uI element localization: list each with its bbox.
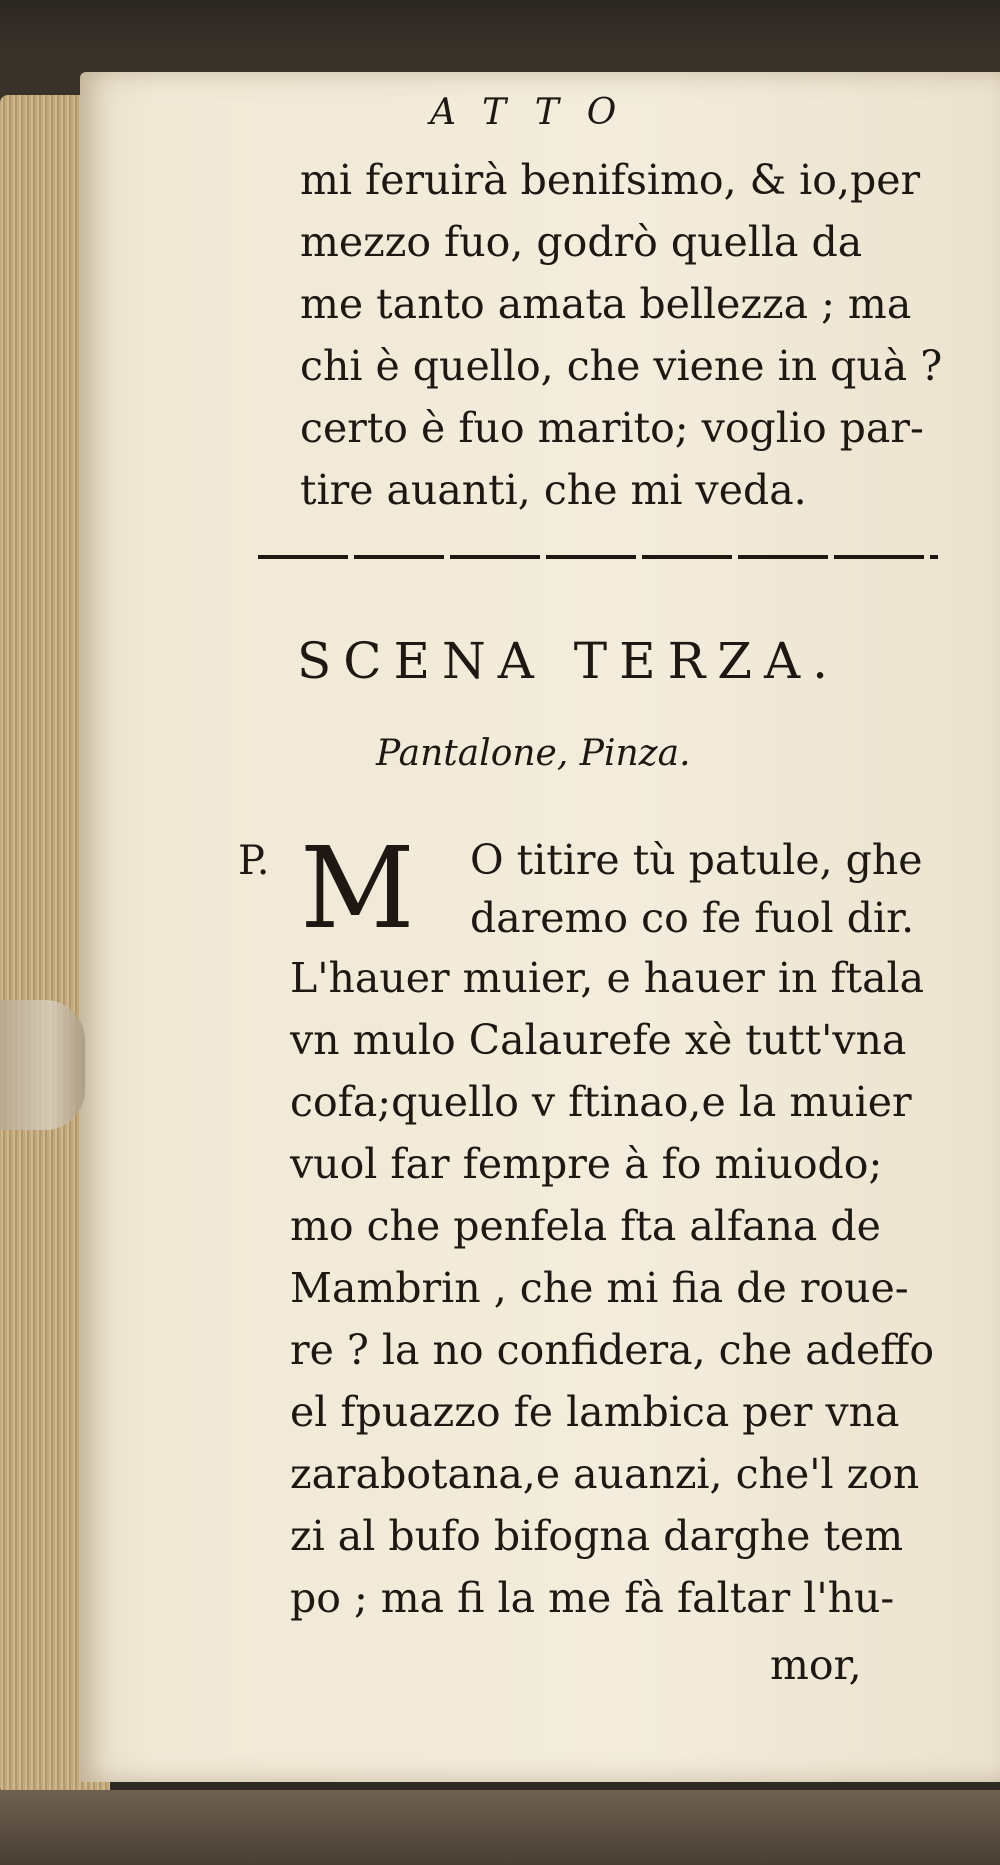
text-line: tire auanti, che mi veda. (300, 466, 807, 514)
catchword: mor, (770, 1641, 862, 1689)
book-clasp (0, 1000, 85, 1130)
scan-bottom-band (0, 1790, 1000, 1865)
text-line: mezzo fuo, godrò quella da (300, 218, 863, 266)
text-line: mi feruirà benifsimo, & io,per (300, 156, 921, 204)
text-line: chi è quello, che viene in quà ? (300, 342, 943, 390)
text-line: vuol far fempre à fo miuodo; (290, 1140, 883, 1188)
text-line: re ? la no confidera, che adeffo (290, 1326, 935, 1374)
speaker-tag: P. (238, 838, 270, 884)
scene-speakers: Pantalone, Pinza. (376, 733, 691, 774)
text-line: Mambrin , che mi fia de roue- (290, 1264, 909, 1312)
text-line: O titire tù patule, ghe (470, 836, 923, 884)
ornamental-rule (258, 555, 938, 559)
text-line: el fpuazzo fe lambica per vna (290, 1388, 900, 1436)
scene-title: SCENA TERZA. (297, 632, 840, 690)
text-line: mo che penfela fta alfana de (290, 1202, 881, 1250)
text-line: zarabotana,e auanzi, che'l zon (290, 1450, 920, 1498)
running-head: ATTO (430, 92, 645, 133)
text-line: vn mulo Calaurefe xè tutt'vna (290, 1016, 907, 1064)
drop-cap: M (300, 824, 415, 954)
text-line: zi al bufo bifogna darghe tem (290, 1512, 904, 1560)
text-line: cofa;quello v ftinao,e la muier (290, 1078, 912, 1126)
text-line: me tanto amata bellezza ; ma (300, 280, 912, 328)
text-line: po ; ma fi la me fà faltar l'hu- (290, 1574, 895, 1622)
text-line: daremo co fe fuol dir. (470, 894, 915, 942)
text-line: certo è fuo marito; voglio par- (300, 404, 924, 452)
text-line: L'hauer muier, e hauer in ftala (290, 954, 925, 1002)
